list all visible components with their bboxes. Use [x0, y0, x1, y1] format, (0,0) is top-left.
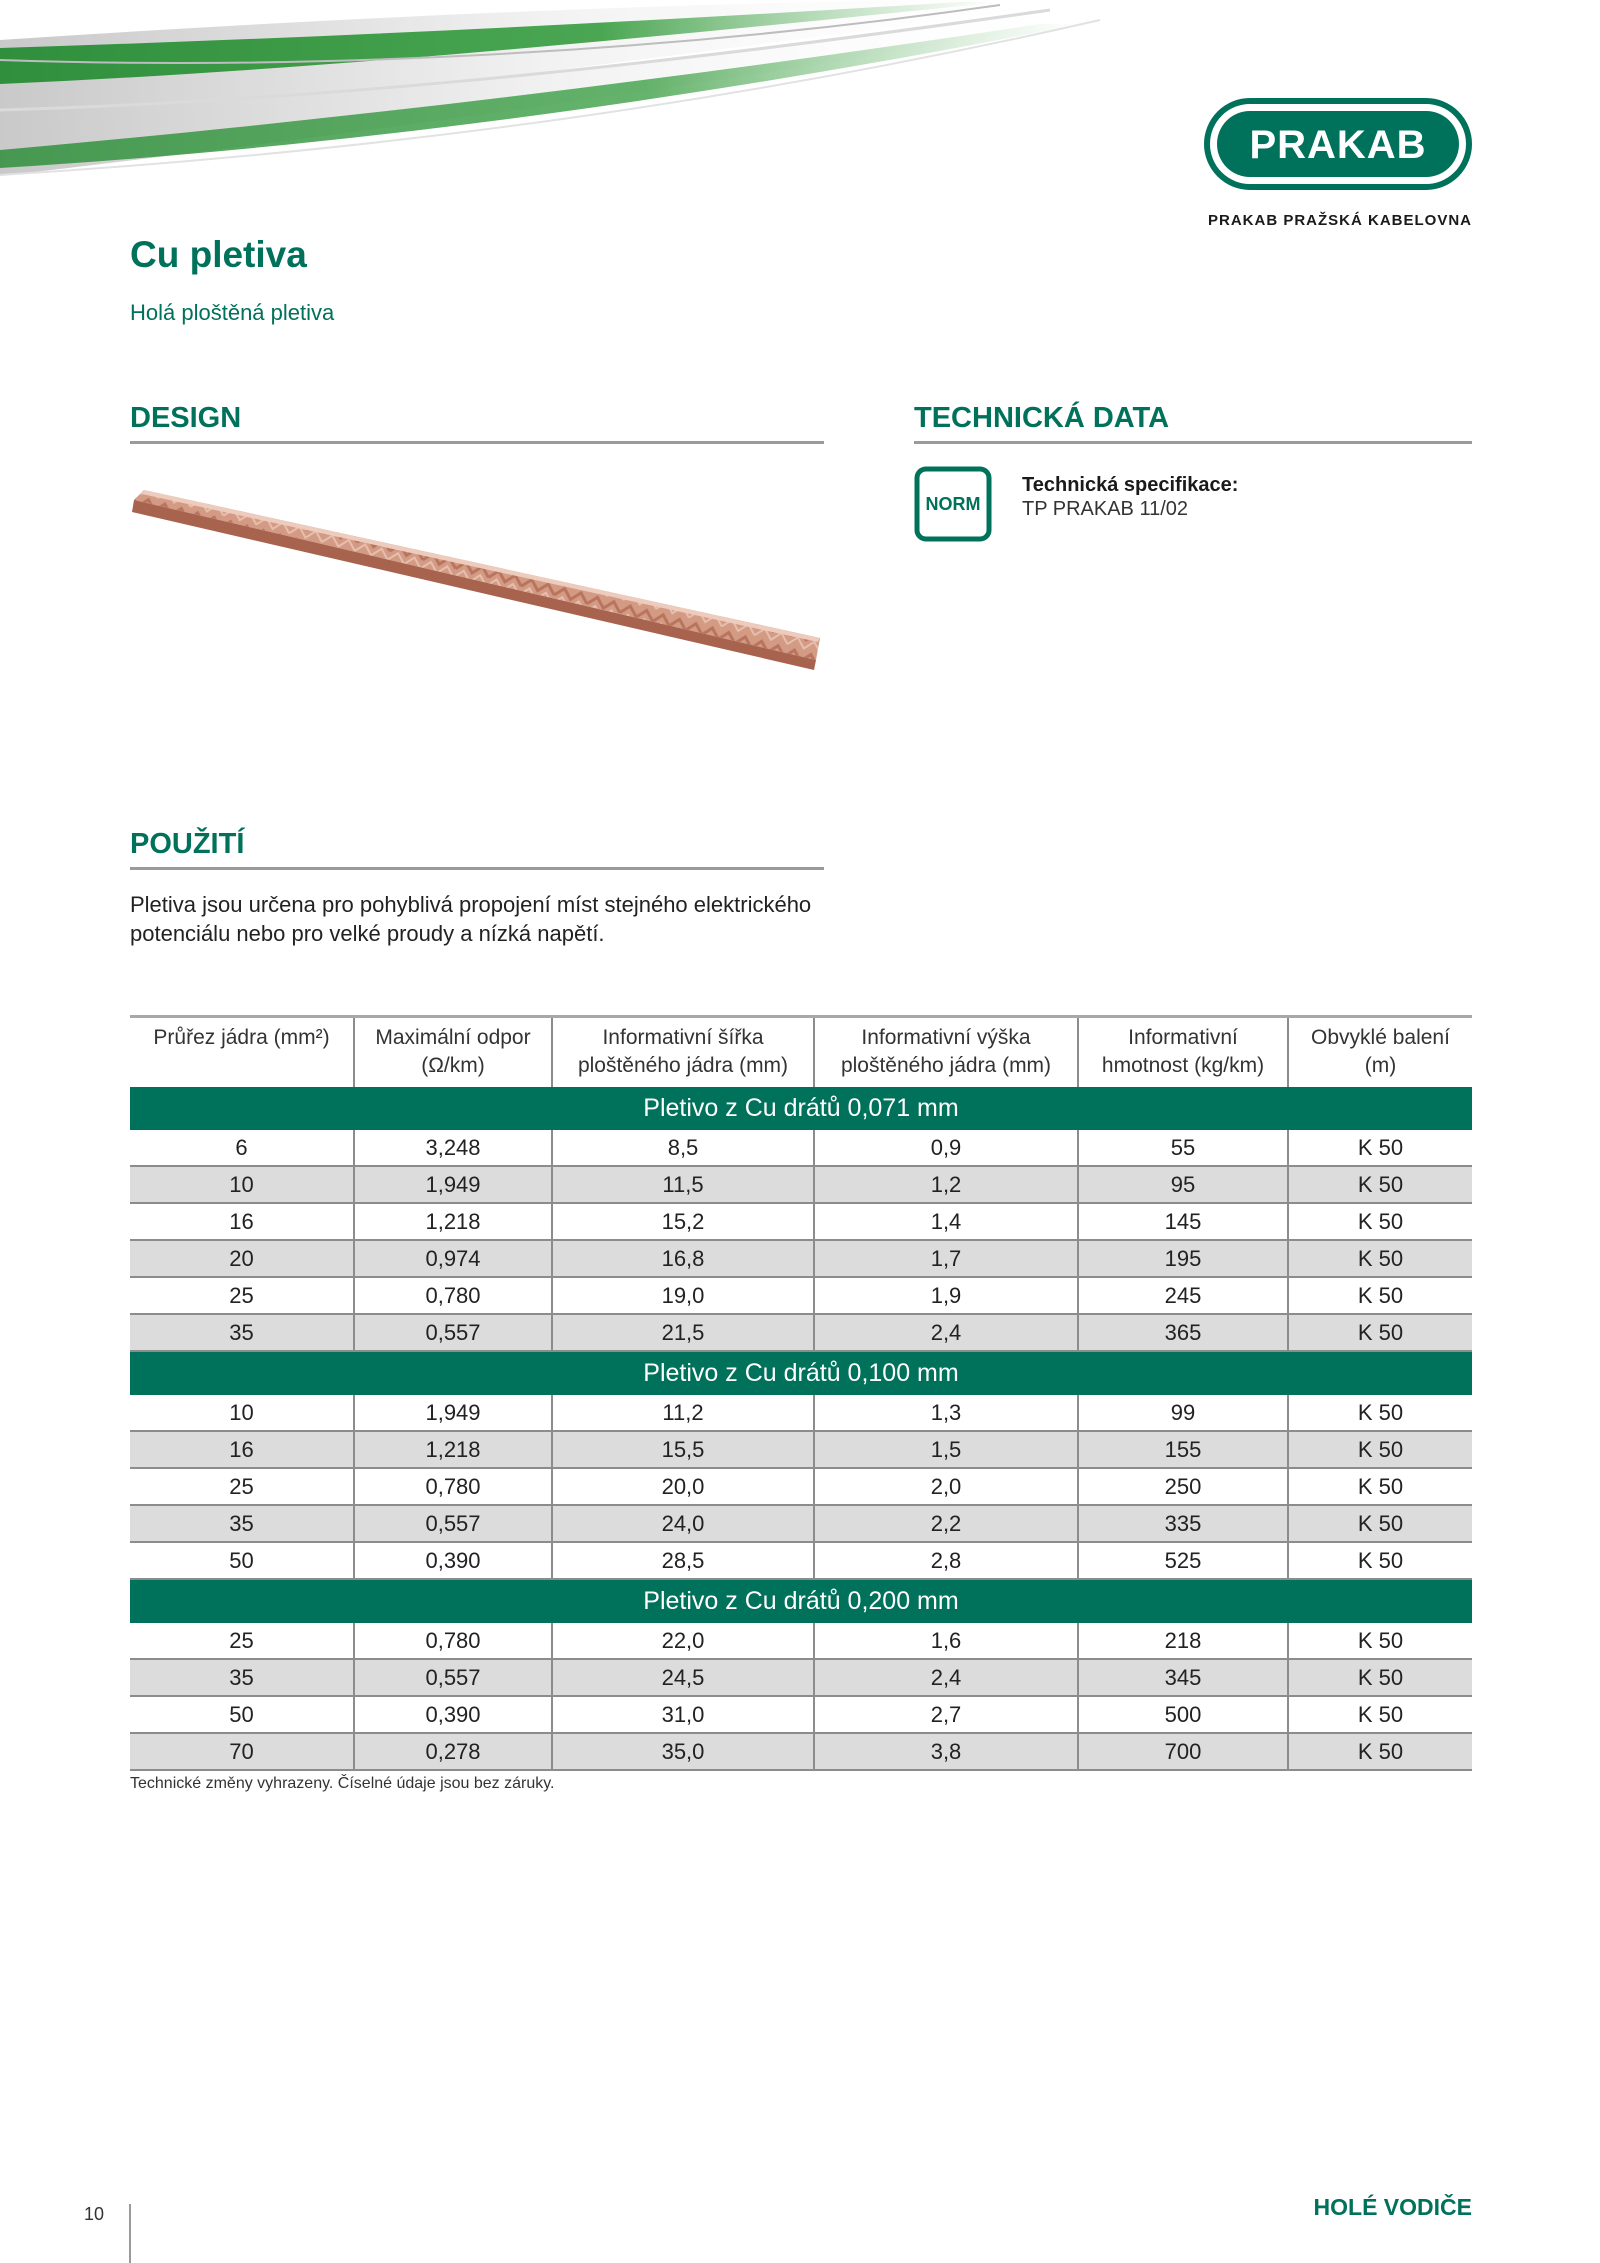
table-row: [130, 1733, 1472, 1770]
table-cell: 2,0: [814, 1468, 1078, 1505]
table-cell: K 50: [1288, 1659, 1472, 1696]
table-cell: 24,5: [552, 1659, 814, 1696]
table-cell: 15,2: [552, 1203, 814, 1240]
page-number-divider: [129, 2204, 131, 2263]
table-cell: K 50: [1288, 1542, 1472, 1579]
table-cell: K 50: [1288, 1395, 1472, 1431]
table-cell: 1,949: [354, 1395, 552, 1431]
section-heading-technical: TECHNICKÁ DATA: [914, 402, 1472, 444]
table-cell: 6: [130, 1130, 354, 1166]
table-cell: 0,780: [354, 1277, 552, 1314]
table-cell: 1,218: [354, 1203, 552, 1240]
table-cell: 0,780: [354, 1468, 552, 1505]
table-cell: K 50: [1288, 1696, 1472, 1733]
table-cell: K 50: [1288, 1240, 1472, 1277]
table-cell: 0,278: [354, 1733, 552, 1770]
table-cell: K 50: [1288, 1468, 1472, 1505]
table-cell: 8,5: [552, 1130, 814, 1166]
column-header: Informativní šířka ploštěného jádra (mm): [552, 1017, 814, 1088]
table-cell: 25: [130, 1468, 354, 1505]
table-row: [130, 1468, 1472, 1505]
product-table: [130, 1015, 1472, 1771]
table-cell: 35,0: [552, 1733, 814, 1770]
table-cell: 11,5: [552, 1166, 814, 1203]
table-row: [130, 1240, 1472, 1277]
group-title: Pletivo z Cu drátů 0,100 mm: [130, 1351, 1472, 1395]
table-cell: 16: [130, 1431, 354, 1468]
group-header-row: [130, 1351, 1472, 1395]
table-row: [130, 1623, 1472, 1659]
norm-badge-icon: [914, 466, 992, 542]
table-cell: 1,5: [814, 1431, 1078, 1468]
table-cell: 50: [130, 1542, 354, 1579]
table-cell: 99: [1078, 1395, 1288, 1431]
table-row: [130, 1505, 1472, 1542]
table-cell: 16: [130, 1203, 354, 1240]
table-cell: 0,390: [354, 1696, 552, 1733]
table-cell: 0,557: [354, 1659, 552, 1696]
table-cell: 21,5: [552, 1314, 814, 1351]
table-cell: 25: [130, 1277, 354, 1314]
table-cell: 2,4: [814, 1659, 1078, 1696]
table-cell: 0,9: [814, 1130, 1078, 1166]
table-cell: 525: [1078, 1542, 1288, 1579]
table-row: [130, 1696, 1472, 1733]
page-subtitle: Holá ploštěná pletiva: [130, 300, 335, 325]
table-cell: 0,974: [354, 1240, 552, 1277]
table-cell: K 50: [1288, 1203, 1472, 1240]
section-tag: HOLÉ VODIČE: [1313, 2194, 1472, 2220]
table-row: [130, 1203, 1472, 1240]
table-cell: 35: [130, 1314, 354, 1351]
usage-text: Pletiva jsou určena pro pohyblivá propojení míst stejného elektrického potenciálu nebo pro velké proudy a nízká napětí.: [130, 892, 812, 946]
table-row: [130, 1542, 1472, 1579]
table-cell: 20,0: [552, 1468, 814, 1505]
section-heading-design: DESIGN: [130, 402, 824, 444]
table-row: [130, 1277, 1472, 1314]
table-cell: K 50: [1288, 1623, 1472, 1659]
group-header-row: [130, 1087, 1472, 1130]
table-cell: 1,9: [814, 1277, 1078, 1314]
table-body: [130, 1087, 1472, 1770]
table-cell: 1,6: [814, 1623, 1078, 1659]
table-cell: 218: [1078, 1623, 1288, 1659]
table-cell: 0,390: [354, 1542, 552, 1579]
section-heading-usage: POUŽITÍ: [130, 828, 824, 870]
company-name: PRAKAB PRAŽSKÁ KABELOVNA: [1207, 212, 1472, 229]
table-cell: 16,8: [552, 1240, 814, 1277]
table-cell: 3,248: [354, 1130, 552, 1166]
table-cell: K 50: [1288, 1314, 1472, 1351]
table-cell: 35: [130, 1659, 354, 1696]
table-cell: 145: [1078, 1203, 1288, 1240]
table-cell: K 50: [1288, 1130, 1472, 1166]
group-title: Pletivo z Cu drátů 0,071 mm: [130, 1087, 1472, 1130]
group-header-row: [130, 1579, 1472, 1623]
table-cell: 95: [1078, 1166, 1288, 1203]
table-cell: 1,4: [814, 1203, 1078, 1240]
table-cell: 22,0: [552, 1623, 814, 1659]
column-header: Maximální odpor (Ω/km): [354, 1017, 552, 1088]
table-cell: 335: [1078, 1505, 1288, 1542]
table-cell: 24,0: [552, 1505, 814, 1542]
prakab-logo: [1204, 98, 1472, 190]
table-cell: 345: [1078, 1659, 1288, 1696]
column-header: Průřez jádra (mm²): [130, 1017, 354, 1088]
table-cell: 70: [130, 1733, 354, 1770]
table-cell: K 50: [1288, 1431, 1472, 1468]
table-cell: 1,3: [814, 1395, 1078, 1431]
table-row: [130, 1166, 1472, 1203]
table-cell: 1,949: [354, 1166, 552, 1203]
table-cell: 0,780: [354, 1623, 552, 1659]
page-title: Cu pletiva: [130, 234, 307, 275]
table-cell: 15,5: [552, 1431, 814, 1468]
table-cell: 250: [1078, 1468, 1288, 1505]
page-number: 10: [84, 2204, 105, 2224]
table-row: [130, 1395, 1472, 1431]
table-cell: 3,8: [814, 1733, 1078, 1770]
table-cell: 0,557: [354, 1505, 552, 1542]
table-cell: 28,5: [552, 1542, 814, 1579]
table-cell: K 50: [1288, 1733, 1472, 1770]
table-cell: 2,8: [814, 1542, 1078, 1579]
column-header: Informativní hmotnost (kg/km): [1078, 1017, 1288, 1088]
table-cell: 155: [1078, 1431, 1288, 1468]
table-cell: 11,2: [552, 1395, 814, 1431]
table-row: [130, 1431, 1472, 1468]
spec-value: TP PRAKAB 11/02: [1022, 498, 1189, 520]
table-cell: 25: [130, 1623, 354, 1659]
table-cell: 195: [1078, 1240, 1288, 1277]
table-cell: 500: [1078, 1696, 1288, 1733]
table-header-row: [130, 1017, 1472, 1088]
table-cell: 31,0: [552, 1696, 814, 1733]
norm-badge-text: NORM: [925, 494, 981, 514]
table-cell: 35: [130, 1505, 354, 1542]
table-cell: 1,218: [354, 1431, 552, 1468]
table-cell: 365: [1078, 1314, 1288, 1351]
table-cell: 2,7: [814, 1696, 1078, 1733]
table-cell: 1,2: [814, 1166, 1078, 1203]
table-cell: 10: [130, 1395, 354, 1431]
table-cell: 700: [1078, 1733, 1288, 1770]
spec-label: Technická specifikace:: [1022, 474, 1239, 496]
table-row: [130, 1314, 1472, 1351]
table-cell: 2,4: [814, 1314, 1078, 1351]
footnote: Technické změny vyhrazeny. Číselné údaje jsou bez záruky.: [130, 1775, 555, 1792]
table-cell: 19,0: [552, 1277, 814, 1314]
table-cell: 245: [1078, 1277, 1288, 1314]
table-cell: 0,557: [354, 1314, 552, 1351]
copper-braid-image: [130, 470, 824, 700]
table-cell: 55: [1078, 1130, 1288, 1166]
table-row: [130, 1130, 1472, 1166]
table-cell: K 50: [1288, 1166, 1472, 1203]
table-cell: 1,7: [814, 1240, 1078, 1277]
table-row: [130, 1659, 1472, 1696]
table-cell: 50: [130, 1696, 354, 1733]
logo-text: PRAKAB: [1249, 123, 1427, 167]
group-title: Pletivo z Cu drátů 0,200 mm: [130, 1579, 1472, 1623]
column-header: Informativní výška ploštěného jádra (mm): [814, 1017, 1078, 1088]
table-cell: K 50: [1288, 1277, 1472, 1314]
table-cell: 2,2: [814, 1505, 1078, 1542]
table-cell: 20: [130, 1240, 354, 1277]
column-header: Obvyklé balení (m): [1288, 1017, 1472, 1088]
table-cell: K 50: [1288, 1505, 1472, 1542]
table-cell: 10: [130, 1166, 354, 1203]
